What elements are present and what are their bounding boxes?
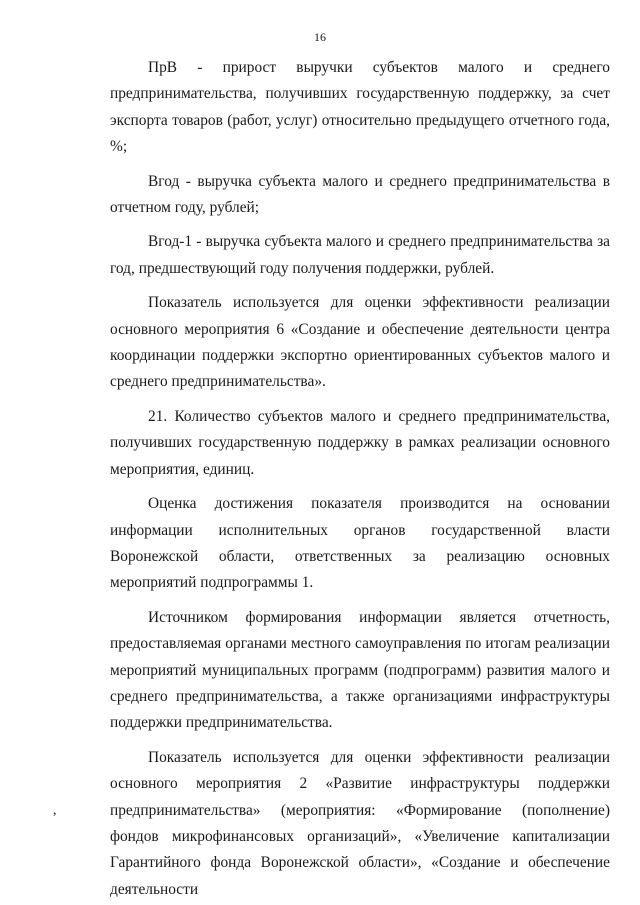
page-number: 16 — [314, 30, 326, 44]
paragraph-prv-definition: ПрВ - прирост выручки субъектов малого и среднего предпринимательства, получивших государственную поддержку, за счет экспорта товаров (работ, услуг) относительно предыдущего отчетного года, %; — [110, 59, 610, 156]
paragraph-vgod-definition: Вгод - выручка субъекта малого и среднего предпринимательства в отчетном году, рублей; — [110, 172, 610, 217]
paragraph-indicator-usage-6: Показатель используется для оценки эффективности реализации основного мероприятия 6 «Создание и обеспечение деятельности центра координации поддержки экспортно ориентированных субъектов малого и среднего предпринимательства». — [110, 294, 610, 391]
paragraph-source: Источником формирования информации является отчетность, предоставляемая органами местного самоуправления по итогам реализации мероприятий муниципальных программ (подпрограмм) развития малого и среднего предпринимательства, а также организациями инфраструктуры поддержки предпринимательства. — [110, 608, 610, 732]
paragraph-assessment: Оценка достижения показателя производится на основании информации исполнительных органов государственной власти Воронежской области, ответственных за реализацию основных мероприятий подпрограммы 1. — [110, 495, 610, 592]
margin-mark: , — [53, 803, 57, 818]
document-body — [110, 55, 610, 903]
paragraph-indicator-usage-2: Показатель используется для оценки эффективности реализации основного мероприятия 2 «Развитие инфраструктуры поддержки предпринимательства» (мероприятия: «Формирование (пополнение) фондов микрофинансовых организаций», «Увеличение капитализации Гарантийного фонда Воронежской области», «Создание и обеспечение деятельности — [110, 748, 610, 898]
paragraph-vgod-1-definition: Вгод-1 - выручка субъекта малого и среднего предпринимательства за год, предшествующий году получения поддержки, рублей. — [110, 233, 610, 277]
paragraph-indicator-21: 21. Количество субъектов малого и среднего предпринимательства, получивших государственную поддержку в рамках реализации основного мероприятия, единиц. — [110, 407, 610, 478]
